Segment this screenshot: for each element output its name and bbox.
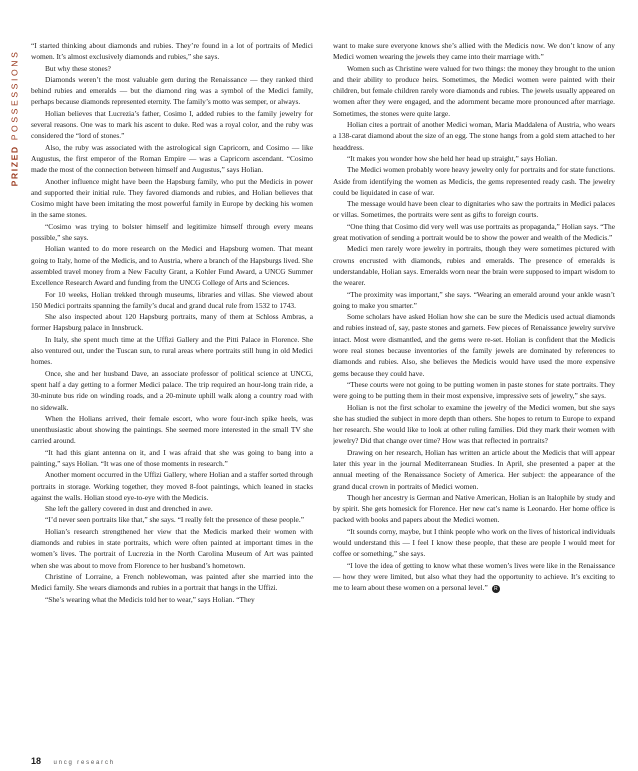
- paragraph: “It had this giant antenna on it, and I was afraid that she was going to bang into a painting,” says Holian. “It was one of those moments in research.”: [31, 447, 313, 468]
- paragraph: “The proximity was important,” she says. “Wearing an emerald around your ankle wasn’t going to make you smarter.”: [333, 289, 615, 310]
- paragraph: The Medici women probably wore heavy jewelry only for portraits and for state functions. Aside from identifying the women as Medicis, the gems represented ready cash. The jewelry could be liquidated in case of war.: [333, 165, 615, 197]
- paragraph: “It makes you wonder how she held her head up straight,” says Holian.: [347, 153, 558, 163]
- article-column-left: [31, 40, 313, 750]
- paragraph-text: “I love the idea of getting to know what these women’s lives were like in the Renaissance — how they were limited, but also what they had the opportunity to achieve. It’s exciting to me to learn about these women on a personal level.”: [333, 560, 615, 593]
- paragraph: Holian wanted to do more research on the Medici and Hapsburg women. That meant going to Italy, home of the Medicis, and to Austria, where a branch of the Hapsburgs lived. She assembled travel money from a New Faculty Grant, a Kohler Fund Award, a UNCG Summer Excellence Research Award and funding from the UNCG College of Arts and Sciences.: [31, 244, 313, 288]
- paragraph: In Italy, she spent much time at the Uffizi Gallery and the Pitti Palace in Florence. She also ventured out, under the Tuscan sun, to rural areas where portraits still hung in old Medici homes.: [31, 334, 313, 367]
- section-label-rest: POSSESSIONS: [9, 49, 19, 141]
- paragraph: Holian’s research strengthened her view that the Medicis marked their women with diamonds and rubies in state portraits, which were often painted at important times in the women’s lives. The portrait of Lucrezia in the North Carolina Museum of Art was painted when she was about to move from Florence to her husband’s hometown.: [31, 526, 313, 570]
- section-label: [7, 38, 21, 198]
- article-column-right: [333, 40, 615, 750]
- paragraph: Christine of Lorraine, a French noblewoman, was painted after she married into the Medici family. She wears diamonds and rubies in a portrait that hangs in the Uffizi.: [31, 571, 313, 593]
- paragraph: Holian believes that Lucrezia’s father, Cosimo I, added rubies to the family jewelry for several reasons. One was to mark his ascent to duke. Red was a royal color, and the ruby was considered the “lord of stones.”: [31, 108, 313, 141]
- paragraph: “Cosimo was trying to bolster himself and legitimize himself through every means possible,” she says.: [31, 221, 313, 243]
- paragraph: Another moment occurred in the Uffizi Gallery, where Holian and a staffer sorted through portraits in storage. Working together, they moved 8-foot paintings, which leaned in stacks against the walls. Holian stood eye-to-eye with the Medicis.: [31, 470, 313, 502]
- paragraph: Drawing on her research, Holian has written an article about the Medicis that will appear later this year in the journal Mediterranean Studies. In April, she presented a paper at the annual meeting of the Renaissance Society of America. Her subject: the appearance of the grand ducal crown in portraits of Medici women.: [333, 447, 615, 491]
- page-footer: [31, 751, 115, 769]
- paragraph: Holian cites a portrait of another Medici woman, Maria Maddalena of Austria, who wears a 138-carat diamond about the size of an egg. The stone hangs from a gold stem attached to her headdress.: [333, 120, 615, 152]
- paragraph: Another influence might have been the Hapsburg family, who put the Medicis in power and supported their initial rule. They favored diamonds and rubies, and Holian believes that Cosimo might have been imitating the most powerful family in Europe by decking his women in the same stones.: [31, 176, 313, 220]
- paragraph: The message would have been clear to dignitaries who saw the portraits in Medici palaces or villas. Sometimes, the portraits were sent as gifts to foreign courts.: [333, 199, 615, 220]
- paragraph: want to make sure everyone knows she’s allied with the Medicis now. We don’t know of any Medici women wearing the jewels they came into their marriage with.”: [333, 41, 615, 62]
- magazine-title: uncg research: [53, 760, 115, 766]
- paragraph: Diamonds weren’t the most valuable gem during the Renaissance — they ranked third behind rubies and emeralds — but the diamond ring was a symbol of the Medici family, perhaps because diamonds represented eternity. The family’s motto was semper, or always.: [31, 74, 313, 107]
- paragraph: But why these stones?: [45, 63, 111, 73]
- paragraph: Though her ancestry is German and Native American, Holian is an Italophile by study and by spirit. She gets homesick for Florence. Her new cat’s name is Leonardo. Her home office is packed with books and papers about the Medici women.: [333, 492, 615, 525]
- paragraph: Some scholars have asked Holian how she can be sure the Medicis used actual diamonds and rubies instead of, say, paste stones and garnets. Few pieces of Renaissance jewelry survive intact. Most were dismantled, and the gems were re-set. Holian is confident that the Medicis wore real stones because inventories of the family jewels are dominated by references to diamonds and rubies. Also, she believes the Medicis would have used the more expensive gems because they could have.: [333, 312, 615, 378]
- paragraph: “She’s wearing what the Medicis told her to wear,” says Holian. “They: [45, 594, 255, 604]
- paragraph: Also, the ruby was associated with the astrological sign Capricorn, and Cosimo — like Augustus, the first emperor of the Roman Empire — was a Capricorn ascendant. “Cosimo made the most of the connection between himself and Augustus,” says Holian.: [31, 142, 313, 175]
- section-label-lead: PRIZED: [9, 145, 19, 187]
- last-paragraph: [333, 560, 615, 594]
- paragraph: “I’d never seen portraits like that,” she says. “I really felt the presence of these people.”: [45, 515, 304, 525]
- paragraph: She left the gallery covered in dust and drenched in awe.: [45, 504, 213, 514]
- paragraph: “I started thinking about diamonds and rubies. They’re found in a lot of portraits of Medici women. It’s almost exclusively diamonds and rubies,” she says.: [31, 41, 313, 62]
- paragraph: She also inspected about 120 Hapsburg portraits, many of them at Schloss Ambras, a former Hapsburg palace in Innsbruck.: [31, 312, 313, 333]
- paragraph: “It sounds corny, maybe, but I think people who work on the lives of historical individuals would understand this — I feel I know these people, that these are people I would meet for coffee or something,” she says.: [333, 526, 615, 559]
- paragraph: “These courts were not going to be putting women in paste stones for state portraits. They were going to be putting them in their most expensive, impressive sets of jewelry,” she says.: [333, 379, 615, 401]
- page-number: 18: [31, 756, 42, 766]
- paragraph: When the Holians arrived, their female escort, who wore four-inch spike heels, was unenthusiastic about showing the paintings. She seemed more interested in the small TV she carried around.: [31, 413, 313, 446]
- paragraph: Once, she and her husband Dave, an associate professor of political science at UNCG, spent half a day getting to a former Medici palace. The trip required an hour-long train ride, a 30-minute bus ride on winding roads, and a 20-minute uphill walk along a country road with no sidewalk.: [31, 368, 313, 412]
- paragraph: For 10 weeks, Holian trekked through museums, libraries and villas. She viewed about 150 Medici portraits spanning the family’s ducal and grand ducal rule from 1532 to 1743.: [31, 289, 313, 310]
- paragraph: Medici men rarely wore jewelry in portraits, though they were sometimes pictured with crowns encrusted with diamonds, rubies and emeralds. The presence of emeralds is understandable, Holian says. Emeralds worn near the brain were supposed to impart wisdom to the wearer.: [333, 244, 615, 288]
- paragraph: Women such as Christine were valued for two things: the money they brought to the union and their ability to produce heirs. Sometimes, the Medici women were painted with their children, but female children rarely wore diamonds and rubies. The jewels usually appeared on women after they were engaged, and the adornment became more pronounced after marriage. Sometimes, the stones were quite large.: [333, 63, 615, 118]
- paragraph: “One thing that Cosimo did very well was use portraits as propaganda,” Holian says. “The great motivation of sending a portrait would be to show the power and wealth of the Medicis.”: [333, 221, 615, 243]
- end-mark-icon: R: [492, 585, 500, 593]
- paragraph: Holian is not the first scholar to examine the jewelry of the Medici women, but she says she has studied the subject in more depth than others. She hopes to return to Europe to expand her research. She would like to look at other ruling families. Did they mark their women with jewelry? Did that change over time? How was that reflected in portraits?: [333, 402, 615, 446]
